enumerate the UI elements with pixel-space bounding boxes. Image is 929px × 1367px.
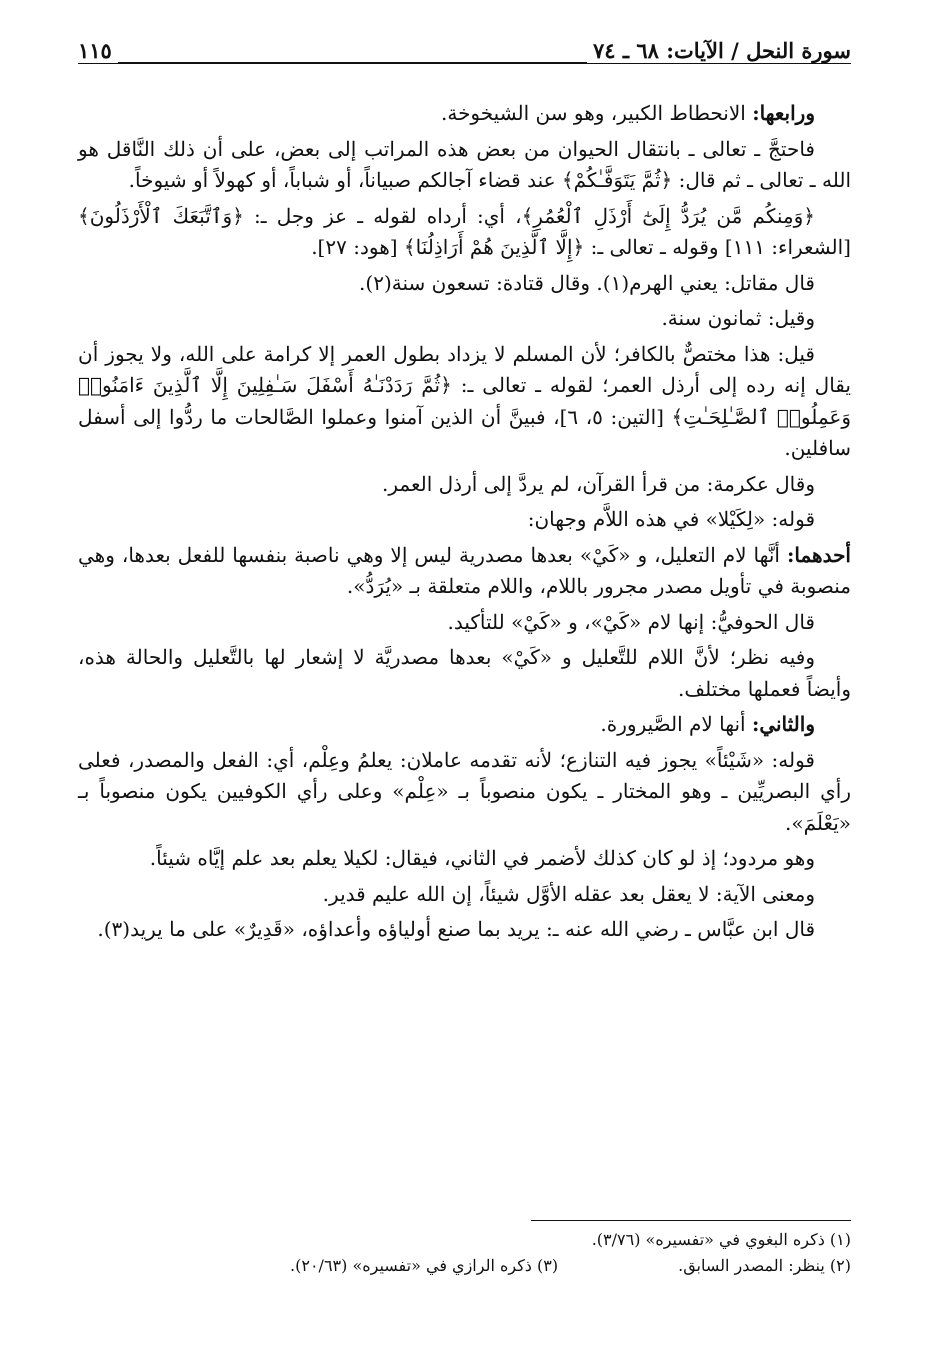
paragraph <box>78 504 851 536</box>
paragraph <box>78 98 851 130</box>
paragraph-text: ومعنى الآية: لا يعقل بعد عقله الأوَّل شيئاً، إن الله عليم قدير. <box>322 881 815 906</box>
paragraph <box>78 134 851 197</box>
footnote-row <box>78 1253 851 1279</box>
paragraph-text: قال مقاتل: يعني الهرم(١). وقال قتادة: تسعون سنة(٢). <box>359 270 815 295</box>
page-number: ١١٥ <box>78 38 118 63</box>
paragraph-text: قوله: «شَيْئاً» يجوز فيه التنازع؛ لأنه تقدمه عاملان: يعلمُ وعِلْم، أي: الفعل والمصدر، فعلى رأي البصريِّين ـ وهو المختار ـ يكون منصوباً بـ «عِلْم» وعلى رأي الكوفيين يكون منصوباً بـ «يَعْلَمَ». <box>78 747 851 835</box>
paragraph-text: أنَّها لام التعليل، و «كَيْ» بعدها مصدرية ليس إلا وهي ناصبة بنفسها للفعل بعدها، وهي منصوبة في تأويل مصدر مجرور باللام، واللام متعلقة بـ «يُرَدُّ». <box>78 542 851 598</box>
paragraph <box>78 709 851 741</box>
running-title: سورة النحل / الآيات: ٦٨ ـ ٧٤ <box>587 38 851 63</box>
paragraph <box>78 268 851 300</box>
paragraph-lead: والثاني: <box>751 712 815 736</box>
paragraph <box>78 607 851 639</box>
book-page <box>78 30 851 1340</box>
paragraph-text: قال ابن عبَّاس ـ رضي الله عنه ـ: يريد بما صنع أولياؤه وأعداؤه، «قَدِيرٌ» على ما يريد(٣). <box>97 917 815 941</box>
paragraph <box>78 201 851 264</box>
footnote-rule <box>531 1220 851 1221</box>
paragraph <box>78 843 851 875</box>
paragraph <box>78 469 851 501</box>
paragraph <box>78 745 851 840</box>
paragraph-lead: أحدهما: <box>786 542 851 567</box>
paragraph-text: ﴿وَمِنكُم مَّن يُرَدُّ إِلَىٰٓ أَرْذَلِ ٱلْعُمُرِ﴾، أي: أرداه لقوله ـ عز وجل ـ: ﴿وَٱتَّبَعَكَ ٱلْأَرْذَلُونَ﴾ [الشعراء: ١١١] وقوله ـ تعالى ـ: ﴿إِلَّا ٱلَّذِينَ هُمْ أَرَاذِلُنَا﴾ [هود: ٢٧]. <box>78 203 851 259</box>
paragraph <box>78 303 851 335</box>
footnote-3: (٣) ذكره الرازي في «تفسيره» (٢٠/٦٣). <box>290 1256 559 1275</box>
paragraph-text: فاحتجَّ ـ تعالى ـ بانتقال الحيوان من بعض هذه المراتب إلى بعض، على أن ذلك النَّاقل هو الله ـ تعالى ـ ثم قال: ﴿ثُمَّ يَتَوَفَّـٰكُمْ﴾ عند قضاء آجالكم صبياناً، أو شباباً، أو كهولاً أو شيوخاً. <box>78 136 851 192</box>
footnotes <box>78 1220 851 1279</box>
body-text <box>78 98 851 946</box>
page-header <box>78 30 851 70</box>
paragraph-text: وفيه نظر؛ لأنَّ اللام للتَّعليل و «كَيْ» بعدها مصدريَّة لا إشعار لها بالتَّعليل والحالة هذه، وأيضاً فعملها مختلف. <box>78 645 851 701</box>
footnote-1: (١) ذكره البغوي في «تفسيره» (٣/٧٦). <box>591 1230 851 1249</box>
paragraph-text: وقال عكرمة: من قرأ القرآن، لم يردَّ إلى أرذل العمر. <box>382 471 815 496</box>
paragraph-text: قال الحوفيُّ: إنها لام «كَيْ»، و «كَيْ» للتأكيد. <box>447 609 815 634</box>
paragraph <box>78 642 851 705</box>
paragraph-text: الانحطاط الكبير، وهو سن الشيخوخة. <box>440 101 753 125</box>
paragraph-text: وهو مردود؛ إذ لو كان كذلك لأضمر في الثاني، فيقال: لكيلا يعلم بعد علم إيَّاه شيئاً. <box>149 846 815 870</box>
paragraph <box>78 879 851 911</box>
paragraph-text: قوله: «لِكَيْلا» في هذه اللاَّم وجهان: <box>527 507 815 531</box>
paragraph-text: أنها لام الصَّيرورة. <box>600 712 752 736</box>
footnote-2: (٢) ينظر: المصدر السابق. <box>678 1256 851 1275</box>
paragraph-text: قيل: هذا مختصٌّ بالكافر؛ لأن المسلم لا يزداد بطول العمر إلا كرامة على الله، ولا يجوز أن يقال إنه رده إلى أرذل العمر؛ لقوله ـ تعالى ـ: ﴿ثُمَّ رَدَدْنَـٰهُ أَسْفَلَ سَـٰفِلِينَ إِلَّا ٱلَّذِينَ ءَامَنُوا۟ وَعَمِلُوا۟ ٱلصَّـٰلِحَـٰتِ﴾ [التين: ٥، ٦]، فبينَّ أن الذين آمنوا وعملوا الصَّالحات ما ردُّوا إلى أسفل سافلين. <box>78 341 852 460</box>
paragraph <box>78 339 851 465</box>
paragraph <box>78 540 851 603</box>
paragraph <box>78 914 851 946</box>
paragraph-lead: ورابعها: <box>752 101 815 125</box>
paragraph-text: وقيل: ثمانون سنة. <box>661 306 815 330</box>
